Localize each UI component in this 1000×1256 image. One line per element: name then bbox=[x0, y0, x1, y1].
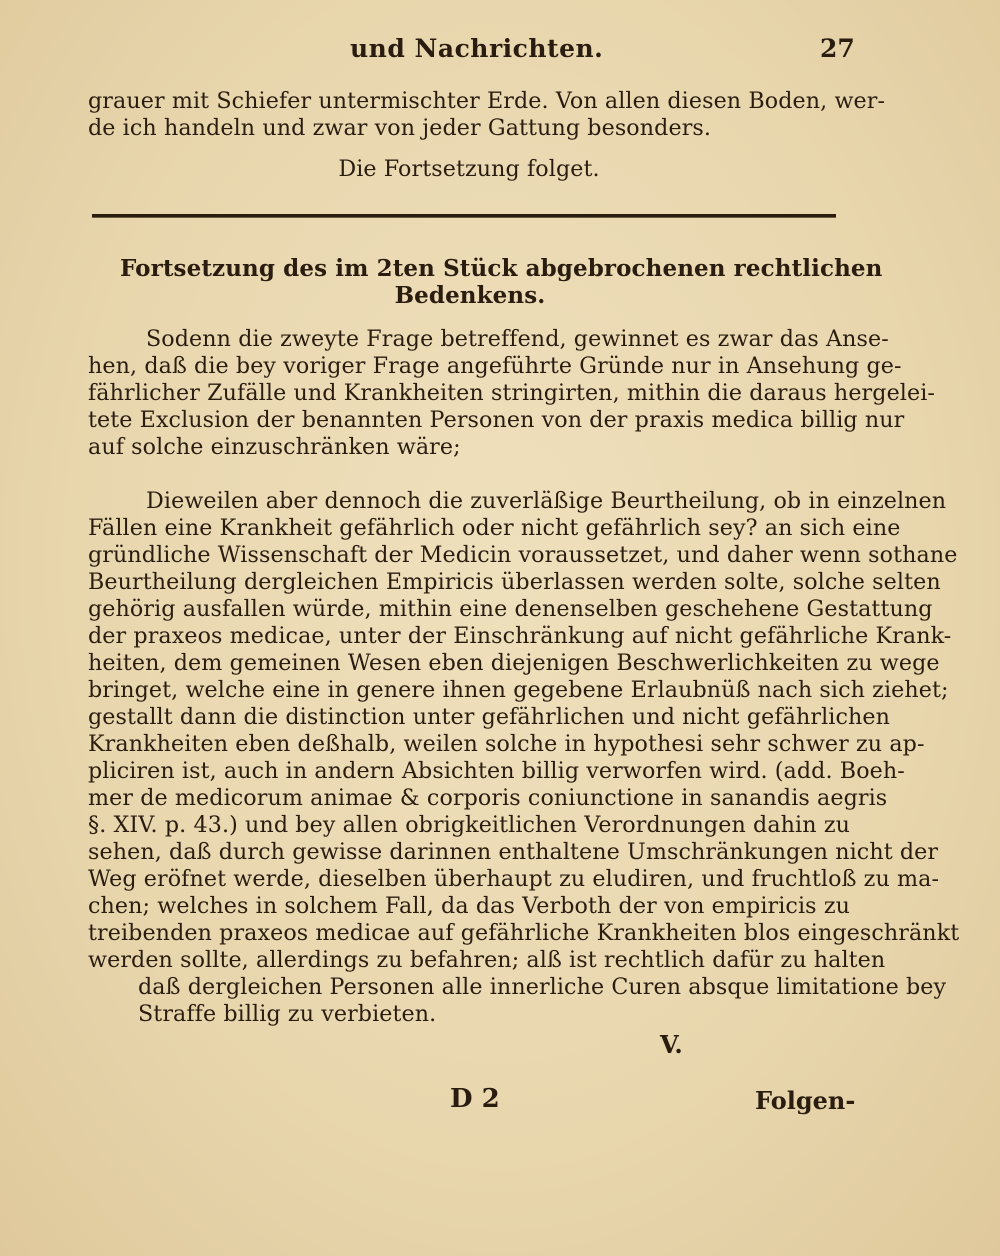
running-head bbox=[0, 34, 1000, 68]
text-line: gehörig ausfallen würde, mithin eine denenselben geschehene Gestattung bbox=[88, 596, 933, 622]
heading-line: Bedenkens. bbox=[394, 282, 546, 309]
text-line: §. XIV. p. 43.) und bey allen obrigkeitlichen Verordnungen dahin zu bbox=[88, 812, 850, 838]
continuation-text: Die Fortsetzung folget. bbox=[338, 156, 600, 182]
top-text bbox=[88, 88, 886, 142]
text-line: treibenden praxeos medicae auf gefährliche Krankheiten blos eingeschränkt bbox=[88, 920, 960, 946]
text-line: Krankheiten eben deßhalb, weilen solche in hypothesi sehr schwer zu ap- bbox=[88, 731, 925, 757]
paragraph-2 bbox=[88, 488, 960, 974]
text-line: pliciren ist, auch in andern Absichten billig verworfen wird. (add. Boeh- bbox=[88, 758, 905, 784]
text-line: Beurtheilung dergleichen Empiricis überlassen werden solte, solche selten bbox=[88, 569, 941, 595]
text-line: mer de medicorum animae & corporis coniunctione in sanandis aegris bbox=[88, 785, 888, 811]
text-line: heiten, dem gemeinen Wesen eben diejenigen Beschwerlichkeiten zu wege bbox=[88, 650, 940, 676]
continuation-note bbox=[88, 156, 850, 183]
article-heading bbox=[120, 255, 883, 309]
text-line: Weg eröfnet werde, dieselben überhaupt zu eludiren, und fruchtloß zu ma- bbox=[88, 866, 940, 892]
text-line: fährlicher Zufälle und Krankheiten stringirten, mithin die daraus hergelei- bbox=[88, 380, 936, 406]
section-marker: V. bbox=[660, 1030, 683, 1059]
text-line: Sodenn die zweyte Frage betreffend, gewinnet es zwar das Anse- bbox=[146, 326, 889, 352]
text-line: gestallt dann die distinction unter gefährlichen und nicht gefährlichen bbox=[88, 704, 891, 730]
text-line: sehen, daß durch gewisse darinnen enthaltene Umschränkungen nicht der bbox=[88, 839, 939, 865]
text-line: grauer mit Schiefer untermischter Erde. Von allen diesen Boden, wer- bbox=[88, 88, 886, 114]
text-line: auf solche einzuschränken wäre; bbox=[88, 434, 461, 460]
section-divider bbox=[92, 214, 836, 218]
text-line: hen, daß die bey voriger Frage angeführte Gründe nur in Ansehung ge- bbox=[88, 353, 902, 379]
page-number: 27 bbox=[820, 34, 855, 63]
text-line: Straffe billig zu verbieten. bbox=[138, 1001, 437, 1027]
paragraph-1 bbox=[88, 326, 936, 461]
text-line: gründliche Wissenschaft der Medicin voraussetzet, und daher wenn sothane bbox=[88, 542, 958, 568]
text-line: bringet, welche eine in genere ihnen gegebene Erlaubnüß nach sich ziehet; bbox=[88, 677, 949, 703]
text-line: tete Exclusion der benannten Personen von der praxis medica billig nur bbox=[88, 407, 905, 433]
heading-line: Fortsetzung des im 2ten Stück abgebrochenen rechtlichen bbox=[120, 255, 883, 282]
catchword: Folgen- bbox=[755, 1086, 856, 1115]
text-line: de ich handeln und zwar von jeder Gattung besonders. bbox=[88, 115, 712, 141]
conclusion bbox=[138, 974, 947, 1028]
text-line: werden sollte, allerdings zu befahren; alß ist rechtlich dafür zu halten bbox=[88, 947, 886, 973]
text-line: Dieweilen aber dennoch die zuverläßige Beurtheilung, ob in einzelnen bbox=[146, 488, 947, 514]
running-title: und Nachrichten. bbox=[350, 34, 604, 63]
text-line: chen; welches in solchem Fall, da das Verboth der von empiricis zu bbox=[88, 893, 850, 919]
text-line: Fällen eine Krankheit gefährlich oder nicht gefährlich sey? an sich eine bbox=[88, 515, 901, 541]
signature-mark: D 2 bbox=[450, 1084, 500, 1114]
text-line: daß dergleichen Personen alle innerliche Curen absque limitatione bey bbox=[138, 974, 947, 1000]
text-line: der praxeos medicae, unter der Einschränkung auf nicht gefährliche Krank- bbox=[88, 623, 952, 649]
